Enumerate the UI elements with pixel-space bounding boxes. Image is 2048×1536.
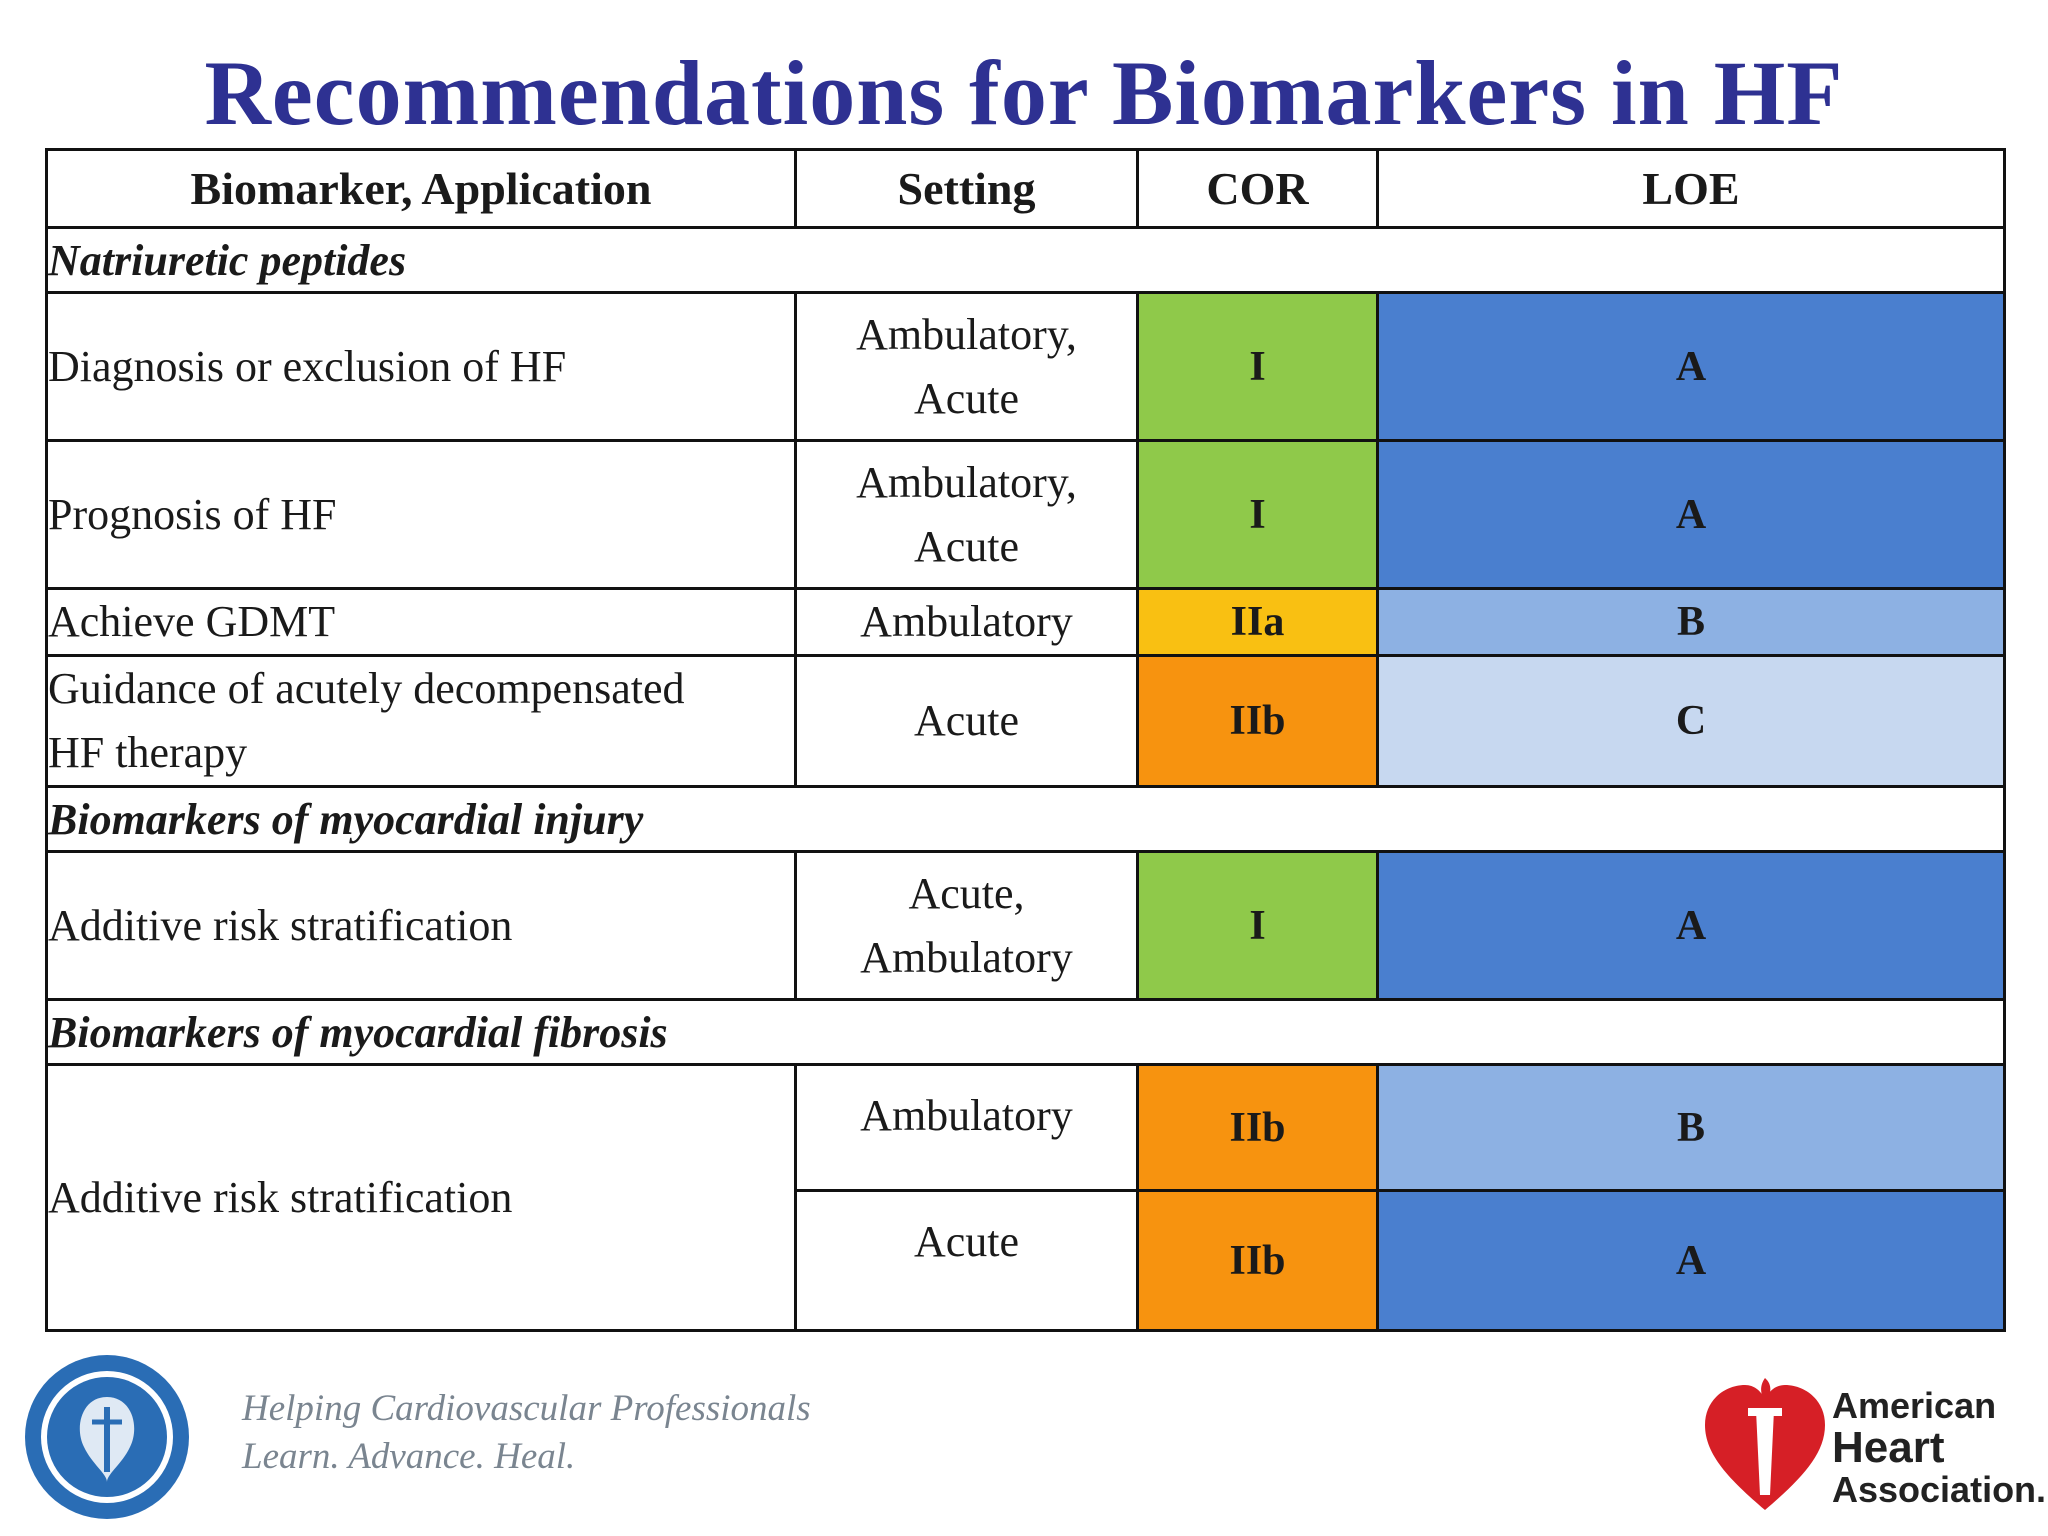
application-cell (47, 656, 796, 787)
section-myocardial-fibrosis: Biomarkers of myocardial fibrosis (47, 1000, 2005, 1065)
cor-cell: I (1138, 852, 1378, 1000)
setting-cell: Ambulatory (796, 589, 1138, 656)
setting-cell: Acute (796, 1191, 1138, 1331)
application-cell: Prognosis of HF (47, 441, 796, 589)
loe-cell: B (1378, 1065, 2005, 1191)
application-line: Guidance of acutely decompensated (48, 664, 685, 713)
loe-cell: A (1378, 441, 2005, 589)
setting-cell (796, 293, 1138, 441)
setting-line: Ambulatory, (856, 457, 1077, 507)
section-myocardial-injury: Biomarkers of myocardial injury (47, 787, 2005, 852)
tagline-line: Learn. Advance. Heal. (242, 1436, 576, 1477)
col-header-loe: LOE (1378, 150, 2005, 228)
application-cell: Diagnosis or exclusion of HF (47, 293, 796, 441)
setting-line: Acute (913, 521, 1020, 571)
recommendations-table (45, 148, 2006, 1332)
setting-cell (796, 441, 1138, 589)
loe-cell: A (1378, 1191, 2005, 1331)
section-natriuretic-peptides: Natriuretic peptides (47, 228, 2005, 293)
cor-cell: IIa (1138, 589, 1378, 656)
cor-cell: I (1138, 441, 1378, 589)
col-header-application: Biomarker, Application (47, 150, 796, 228)
cor-cell: IIb (1138, 656, 1378, 787)
table-row (47, 589, 2005, 656)
loe-cell: C (1378, 656, 2005, 787)
application-cell: Additive risk stratification (47, 1065, 796, 1331)
section-row (47, 228, 2005, 293)
acc-seal-icon (22, 1352, 192, 1522)
loe-cell: A (1378, 852, 2005, 1000)
loe-cell: B (1378, 589, 2005, 656)
table-row (47, 293, 2005, 441)
loe-cell: A (1378, 293, 2005, 441)
page-title: Recommendations for Biomarkers in HF (204, 42, 1844, 144)
setting-line: Ambulatory (860, 932, 1073, 982)
setting-line: Acute (913, 373, 1020, 423)
col-header-cor: COR (1138, 150, 1378, 228)
aha-line: Association. (1832, 1469, 2047, 1510)
header-row (47, 150, 2005, 228)
footer-tagline (242, 1385, 811, 1481)
section-row (47, 787, 2005, 852)
cor-cell: I (1138, 293, 1378, 441)
setting-cell: Ambulatory (796, 1065, 1138, 1191)
application-cell: Achieve GDMT (47, 589, 796, 656)
table-row (47, 852, 2005, 1000)
table-row (47, 441, 2005, 589)
setting-cell: Acute (796, 656, 1138, 787)
table-row (47, 1065, 2005, 1191)
setting-line: Acute, (908, 868, 1025, 918)
aha-line: Heart (1832, 1423, 1945, 1472)
cor-cell: IIb (1138, 1065, 1378, 1191)
section-row (47, 1000, 2005, 1065)
setting-line: Ambulatory, (856, 309, 1077, 359)
tagline-line: Helping Cardiovascular Professionals (242, 1388, 811, 1429)
table-row (47, 656, 2005, 787)
heart-torch-icon (1700, 1370, 1830, 1520)
application-cell: Additive risk stratification (47, 852, 796, 1000)
setting-cell (796, 852, 1138, 1000)
aha-wordmark (1832, 1386, 2046, 1510)
aha-line: American (1832, 1385, 1997, 1426)
application-line: HF therapy (48, 728, 248, 777)
col-header-setting: Setting (796, 150, 1138, 228)
cor-cell: IIb (1138, 1191, 1378, 1331)
